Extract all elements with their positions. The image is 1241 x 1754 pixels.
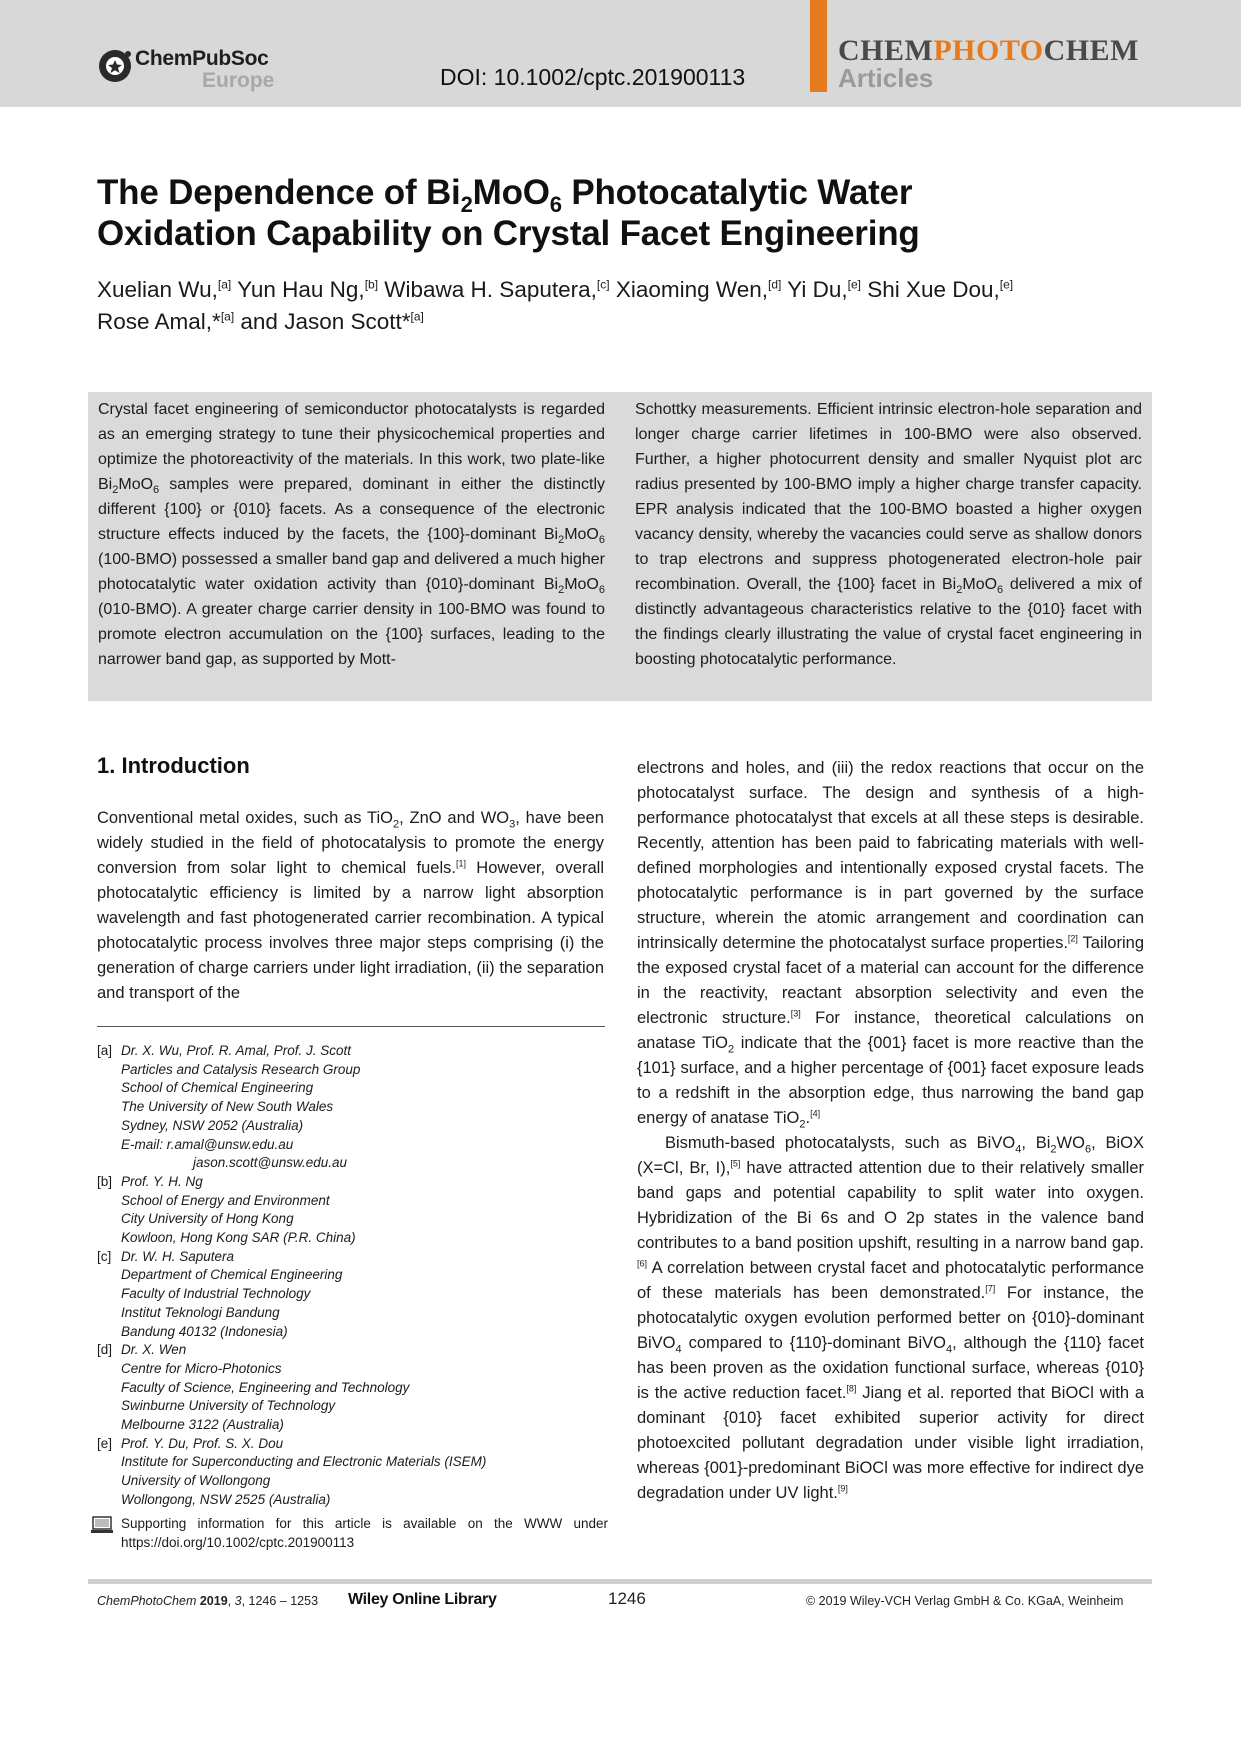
supporting-info-text[interactable]: Supporting information for this article is available on the WWW under https://doi.org/10.1002/cptc.201900113 <box>121 1516 608 1550</box>
journal-name-part: CHEM <box>1043 34 1139 67</box>
affiliations-list <box>97 1042 607 1510</box>
citation-link[interactable]: [4] <box>810 1108 821 1119</box>
journal-name-highlight: PHOTO <box>933 34 1044 67</box>
affiliation-label: [a] <box>97 1043 113 1058</box>
citation-link[interactable]: [7] <box>985 1283 996 1294</box>
header-band <box>0 0 1241 107</box>
computer-icon <box>91 1516 113 1534</box>
footer-divider <box>88 1579 1152 1584</box>
footnote-divider <box>97 1026 605 1027</box>
affiliation-label: [e] <box>97 1435 113 1451</box>
affiliation-a: [a] Dr. X. Wu, Prof. R. Amal, Prof. J. Scott Particles and Catalysis Research Group School of Chemical Engineering The University of New South Wales Sydney, NSW 2052 (Australia) E-mail: r.amal@unsw.edu.au jason.scott@unsw.edu.au <box>97 1042 607 1173</box>
citation-link[interactable]: [1] <box>455 858 466 869</box>
citation-footer: ChemPhotoChem 2019, 3, 1246 – 1253 <box>97 1594 319 1608</box>
citation-link[interactable]: [5] <box>730 1158 741 1169</box>
doi-label[interactable]: DOI: 10.1002/cptc.201900113 <box>440 64 746 90</box>
section-heading: 1. Introduction <box>97 753 250 778</box>
citation-link[interactable]: [2] <box>1067 933 1078 944</box>
affiliation-e: [e] Prof. Y. Du, Prof. S. X. Dou Institute for Superconducting and Electronic Materials (ISEM) University of Wollongong Wollongong, NSW 2525 (Australia) <box>97 1435 487 1507</box>
author-list: Xuelian Wu,[a] Yun Hau Ng,[b] Wibawa H. Saputera,[c] Xiaoming Wen,[d] Yi Du,[e] Shi Xue Dou,[e] Rose Amal,*[a] and Jason Scott*[a] <box>97 277 1014 334</box>
abstract-box <box>88 392 1152 701</box>
page-number: 1246 <box>608 1589 646 1608</box>
copyright-notice: © 2019 Wiley-VCH Verlag GmbH & Co. KGaA, Weinheim <box>806 1594 1124 1608</box>
affiliation-label: [b] <box>97 1173 113 1189</box>
wiley-online-library-label[interactable]: Wiley Online Library <box>348 1591 497 1608</box>
affiliation-c: [c] Dr. W. H. Saputera Department of Chemical Engineering Faculty of Industrial Technology Institut Teknologi Bandung Bandung 40132 (Indonesia) <box>97 1248 343 1339</box>
citation-link[interactable]: [9] <box>837 1483 848 1494</box>
chempubsoc-star-icon <box>97 48 133 84</box>
chempubsoc-logo <box>97 46 287 96</box>
email-link[interactable]: jason.scott@unsw.edu.au <box>193 1155 348 1171</box>
affiliation-label: [c] <box>97 1248 112 1264</box>
paragraph: Bismuth-based photocatalysts, such as BiVO$_4$, $Bi_2WO_6$, BiOX (X=Cl, Br, I),[5] have attracted attention due to their relatively smaller band gaps and potential capability to split water into oxygen. Hybridization of the Bi 6s and O 2p states in the valence band contributes to a band position upshift, resulting in a narrow band gap.[6] A correlation between crystal facet and photocatalytic performance of these materials has been demonstrated.[7] For instance, the photocatalytic oxygen evolution performed better on {010}-dominant BiVO$_4$ compared to {110}-dominant BiVO$_4$, although the {110} facet has been proven as the oxidation functional surface, whereas {010} is the active reduction facet.[8] Jiang et al. reported that BiOCl with a dominant {010} facet exhibited superior activity for direct photoexcited pollutant degradation under visible light irradiation, whereas {001}-predominant BiOCl was more effective for indirect dye degradation under UV light.[9] <box>637 1134 1145 1502</box>
affiliation-b: [b] Prof. Y. H. Ng School of Energy and Environment City University of Hong Kong Kowloon, Hong Kong SAR (P.R. China) <box>97 1173 356 1246</box>
citation-link[interactable]: [6] <box>637 1258 648 1269</box>
affiliation-label: [d] <box>97 1342 113 1358</box>
body-column-right <box>637 756 1144 1506</box>
citation-link[interactable]: [3] <box>790 1008 801 1019</box>
body-column-left <box>97 806 604 1006</box>
abstract-column-right: Schottky measurements. Efficient intrinsic electron-hole separation and longer charge carrier lifetimes in 100-BMO were also observed. Further, a higher photocurrent density and smaller Nyquist plot arc radius presented by 100-BMO imply a higher charge transfer capacity. EPR analysis indicated that the 100-BMO boasted a higher oxygen vacancy density, whereby the vacancies could serve as shallow donors to trap electrons and suppress photogenerated electron-hole pair recombination. Overall, the {100} facet in $Bi_2MoO_6$ delivered a mix of distinctly advantageous characteristics relative to the {010} facet with the findings clearly illustrating the value of crystal facet engineering in boosting photocatalytic performance. <box>635 401 1142 668</box>
citation-link[interactable]: [8] <box>846 1383 857 1394</box>
email-link[interactable]: E-mail: r.amal@unsw.edu.au <box>121 1136 294 1152</box>
article-type: Articles <box>838 63 934 93</box>
paragraph: electrons and holes, and (iii) the redox reactions that occur on the photocatalyst surface. The design and synthesis of a high-performance photocatalyst that excels at all these steps is desirable. Recently, attention has been paid to fabricating materials with well-defined morphologies and intentionally exposed crystal facets. The photocatalytic performance is in part governed by the surface structure, wherein the atomic arrangement and coordination can intrinsically determine the photocatalyst surface properties.[2] Tailoring the exposed crystal facet of a material can account for the difference in the reactivity, reactant absorption selectivity and even the electronic structure.[3] For instance, theoretical calculations on anatase TiO$_2$ indicate that the {001} facet is more reactive than the {101} surface, and a higher percentage of {001} facet exposure leads to a redshift in the absorption edge, thus narrowing the band gap energy of anatase TiO$_2$.[4] <box>637 759 1144 1131</box>
article-title: The Dependence of $Bi_2MoO_6$ Photocatalytic Water Oxidation Capability on Crystal Facet Engineering <box>97 173 920 253</box>
paragraph: Conventional metal oxides, such as TiO$_2$, ZnO and $WO_3$, have been widely studied in the field of photocatalysis to promote the energy conversion from solar light to chemical fuels.[1] However, overall photocatalytic efficiency is limited by a narrow light absorption wavelength and fast photogenerated carrier recombination. A typical photocatalytic process involves three major steps comprising (i) the generation of charge carriers under light irradiation, (ii) the separation and transport of the <box>97 809 604 1002</box>
affiliation-d: [d] Dr. X. Wen Centre for Micro-Photonics Faculty of Science, Engineering and Technology Swinburne University of Technology Melbourne 3122 (Australia) <box>97 1342 410 1433</box>
accent-bar <box>810 0 827 92</box>
abstract-column-left: Crystal facet engineering of semiconductor photocatalysts is regarded as an emerging strategy to tune their physicochemical properties and optimize the photoreactivity of the materials. In this work, two plate-like $Bi_2MoO_6$ samples were prepared, dominant in either the distinctly different {100} or {010} facets. As a consequence of the electronic structure effects induced by the facets, the {100}-dominant $Bi_2MoO_6$ (100-BMO) possessed a smaller band gap and delivered a much higher photocatalytic water oxidation activity than {010}-dominant $Bi_2MoO_6$ (010-BMO). A greater charge carrier density in 100-BMO was found to promote electron accumulation on the {100} surfaces, leading to the narrower band gap, as supported by Mott- <box>98 401 605 668</box>
journal-name-part: CHEM <box>838 34 934 67</box>
publisher-name: ChemPubSoc <box>135 47 269 70</box>
publisher-region: Europe <box>202 69 275 92</box>
